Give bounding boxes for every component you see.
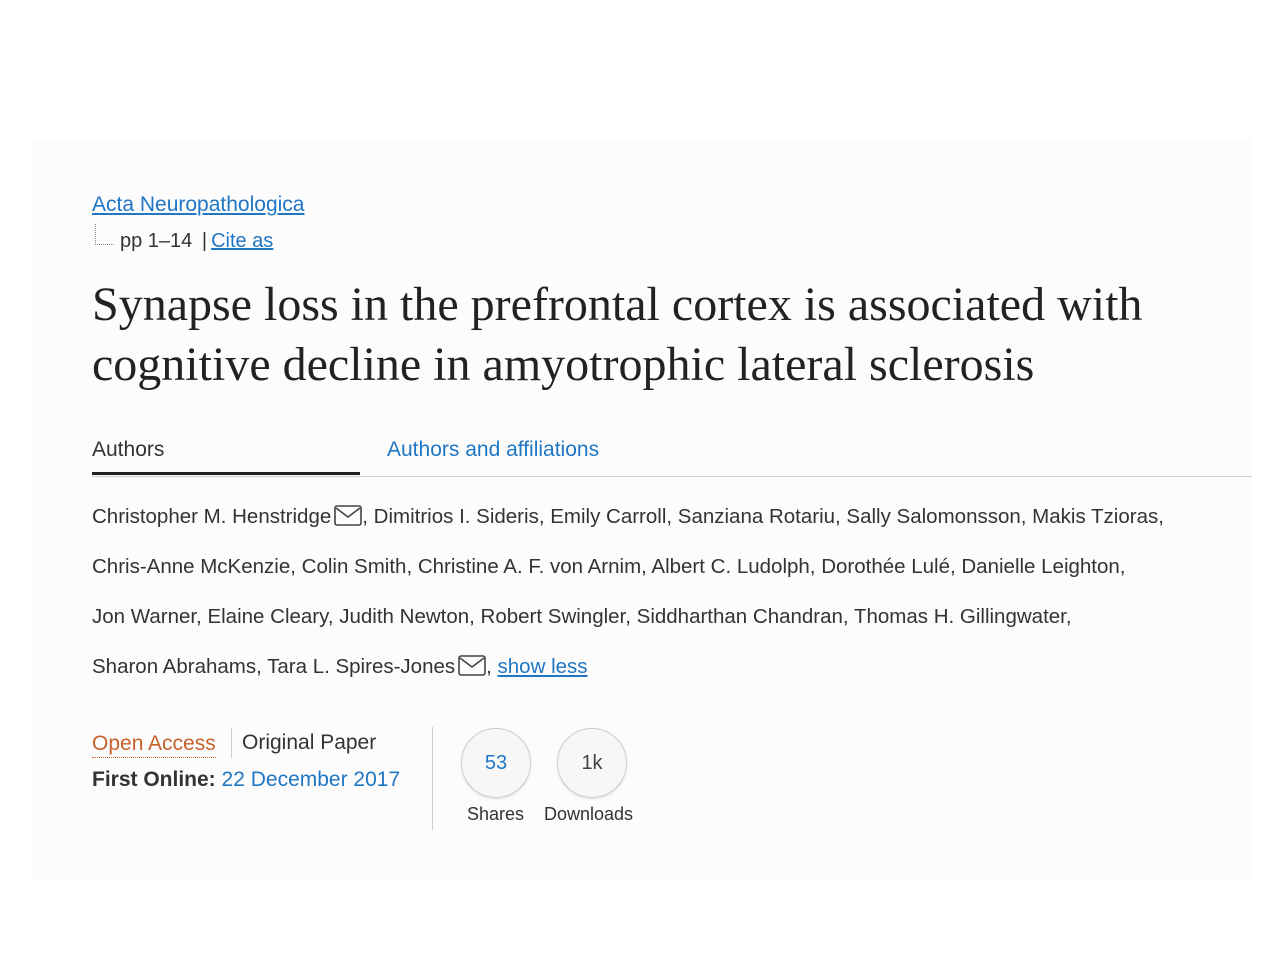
cite-as-link[interactable]: Cite as [211,230,274,252]
author-tabs [92,432,1252,477]
shares-label: Shares [467,804,525,824]
shares-count[interactable]: 53 [461,728,531,798]
downloads-count: 1k [557,728,627,798]
author-line-1 [92,492,1252,542]
author-line-4 [92,642,1252,692]
article-title: Synapse loss in the prefrontal cortex is associated with cognitive decline in amyotrophic lateral sclerosis [92,278,1143,391]
tab-authors[interactable]: Authors [92,438,165,461]
downloads-label: Downloads [544,804,634,824]
pages-range: pp 1–14 [120,230,193,252]
author-line-4-names: Sharon Abrahams, Tara L. Spires-Jones [92,655,456,678]
author-first[interactable]: Christopher M. Henstridge [92,505,332,528]
author-line-2: Chris-Anne McKenzie, Colin Smith, Christine A. F. von Arnim, Albert C. Ludolph, Dorothée Lulé, Danielle Leighton, [92,555,1126,578]
active-tab-indicator [92,472,360,475]
first-online [92,768,400,792]
first-online-label: First Online: [92,768,216,791]
author-list [92,492,1252,692]
show-less-link[interactable]: show less [497,655,588,678]
author-line-1-rest: , Dimitrios I. Sideris, Emily Carroll, Sanziana Rotariu, Sally Salomonsson, Makis Tzioras, [362,505,1164,528]
pages-row [120,230,273,253]
journal-link[interactable]: Acta Neuropathologica [92,193,305,216]
paper-type: Original Paper [242,731,377,754]
mail-icon[interactable] [458,655,486,676]
metrics-divider [432,727,433,830]
open-access-badge[interactable]: Open Access [92,731,216,758]
first-online-date[interactable]: 22 December 2017 [221,768,401,791]
pages-bracket [95,224,114,245]
mail-icon[interactable] [334,505,362,526]
meta-divider [231,728,232,758]
author-line-4-comma: , [486,655,498,678]
author-line-3: Jon Warner, Elaine Cleary, Judith Newton, Robert Swingler, Siddharthan Chandran, Thomas H. Gillingwater, [92,605,1072,628]
pages-separator: | [201,230,208,252]
tab-authors-and-affiliations[interactable]: Authors and affiliations [387,438,600,461]
